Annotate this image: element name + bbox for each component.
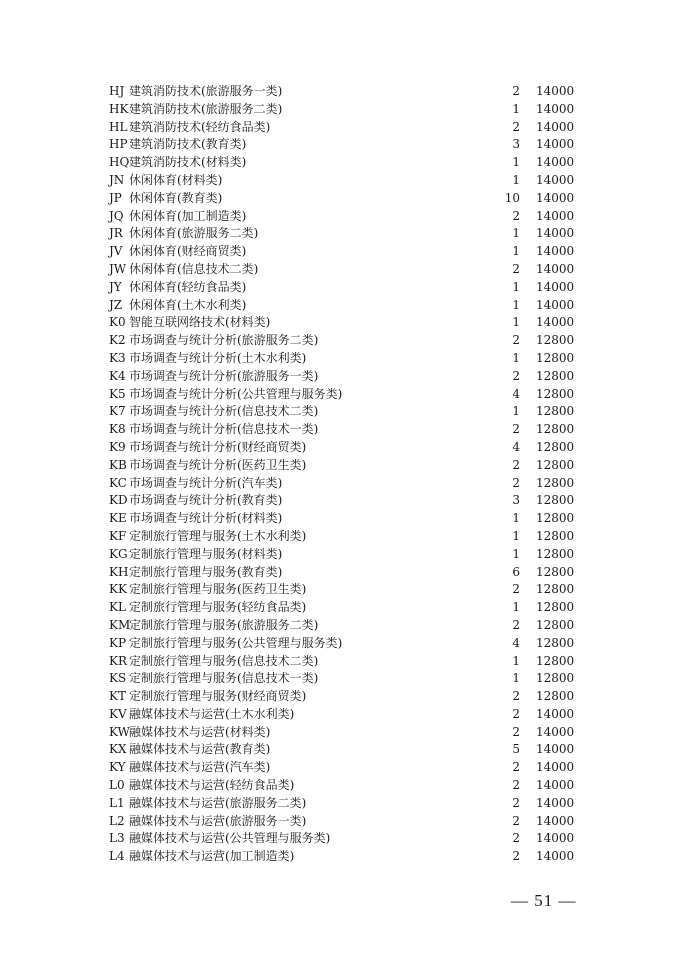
- row-fee: 12800: [536, 333, 575, 348]
- row-count: 2: [512, 831, 520, 846]
- row-fee: 14000: [536, 137, 575, 152]
- row-count: 10: [504, 190, 520, 205]
- row-fee: 12800: [536, 689, 575, 704]
- row-code: KC: [109, 475, 127, 490]
- row-code: K9: [109, 439, 126, 454]
- table-row: [109, 724, 579, 742]
- table-row: [109, 653, 579, 671]
- row-code: JZ: [109, 297, 123, 312]
- row-count: 2: [512, 119, 520, 134]
- row-fee: 12800: [536, 368, 575, 383]
- row-code: JN: [109, 172, 125, 187]
- row-name: 休闲体育(信息技术二类): [129, 261, 259, 276]
- table-row: [109, 617, 579, 635]
- row-count: 1: [512, 671, 520, 686]
- row-code: KY: [109, 760, 126, 775]
- row-count: 2: [512, 457, 520, 472]
- row-name: 融媒体技术与运营(旅游服务二类): [129, 795, 307, 810]
- table-row: [109, 314, 579, 332]
- table-row: [109, 172, 579, 190]
- row-fee: 12800: [536, 422, 575, 437]
- row-fee: 14000: [536, 190, 575, 205]
- row-code: KB: [109, 457, 127, 472]
- row-name: 定制旅行管理与服务(信息技术一类): [129, 671, 319, 686]
- row-name: 融媒体技术与运营(加工制造类): [129, 849, 295, 864]
- row-count: 2: [512, 368, 520, 383]
- row-code: KG: [109, 546, 128, 561]
- row-name: 建筑消防技术(材料类): [129, 155, 247, 170]
- table-row: [109, 599, 579, 617]
- row-code: JY: [109, 279, 122, 294]
- row-code: JV: [109, 244, 123, 259]
- table-row: [109, 350, 579, 368]
- row-name: 休闲体育(材料类): [129, 172, 223, 187]
- row-count: 2: [512, 795, 520, 810]
- table-row: [109, 706, 579, 724]
- row-count: 1: [512, 155, 520, 170]
- row-count: 2: [512, 724, 520, 739]
- row-code: KK: [109, 582, 127, 597]
- row-count: 1: [512, 297, 520, 312]
- row-code: K2: [109, 333, 126, 348]
- table-row: [109, 439, 579, 457]
- row-name: 智能互联网络技术(材料类): [129, 315, 271, 330]
- row-code: KS: [109, 671, 127, 686]
- table-row: [109, 243, 579, 261]
- table-row: [109, 546, 579, 564]
- row-count: 2: [512, 813, 520, 828]
- row-fee: 12800: [536, 475, 575, 490]
- row-code: L4: [109, 849, 125, 864]
- table-row: [109, 492, 579, 510]
- row-name: 市场调查与统计分析(汽车类): [129, 475, 283, 490]
- row-name: 市场调查与统计分析(旅游服务二类): [129, 333, 319, 348]
- row-count: 5: [512, 742, 520, 757]
- row-fee: 12800: [536, 653, 575, 668]
- row-fee: 14000: [536, 706, 575, 721]
- row-name: 融媒体技术与运营(公共管理与服务类): [129, 831, 331, 846]
- row-code: K4: [109, 368, 126, 383]
- table-row: [109, 688, 579, 706]
- row-name: 市场调查与统计分析(医药卫生类): [129, 457, 307, 472]
- table-row: [109, 528, 579, 546]
- row-fee: 14000: [536, 831, 575, 846]
- row-count: 4: [512, 386, 520, 401]
- row-fee: 14000: [536, 208, 575, 223]
- row-code: KL: [109, 600, 126, 615]
- enrollment-table: [109, 83, 579, 866]
- row-code: HJ: [109, 84, 125, 98]
- row-count: 1: [512, 511, 520, 526]
- row-count: 1: [512, 101, 520, 116]
- row-count: 4: [512, 439, 520, 454]
- row-name: 休闲体育(财经商贸类): [129, 244, 247, 259]
- table-row: [109, 403, 579, 421]
- row-fee: 14000: [536, 742, 575, 757]
- row-fee: 12800: [536, 511, 575, 526]
- row-name: 定制旅行管理与服务(信息技术二类): [129, 653, 319, 668]
- row-count: 1: [512, 350, 520, 365]
- row-code: HQ: [109, 155, 130, 170]
- row-code: L2: [109, 813, 125, 828]
- row-name: 融媒体技术与运营(材料类): [129, 724, 271, 739]
- row-count: 1: [512, 226, 520, 241]
- row-fee: 14000: [536, 172, 575, 187]
- row-name: 建筑消防技术(旅游服务二类): [129, 101, 283, 116]
- row-fee: 14000: [536, 813, 575, 828]
- row-count: 1: [512, 546, 520, 561]
- table-row: [109, 813, 579, 831]
- row-code: KP: [109, 635, 127, 650]
- row-fee: 14000: [536, 244, 575, 259]
- table-row: [109, 279, 579, 297]
- row-fee: 12800: [536, 671, 575, 686]
- row-code: HL: [109, 119, 128, 134]
- table-row: [109, 510, 579, 528]
- row-count: 2: [512, 760, 520, 775]
- row-name: 定制旅行管理与服务(公共管理与服务类): [129, 635, 343, 650]
- row-fee: 12800: [536, 493, 575, 508]
- table-row: [109, 119, 579, 137]
- row-count: 2: [512, 582, 520, 597]
- row-fee: 14000: [536, 778, 575, 793]
- row-count: 3: [512, 493, 520, 508]
- row-code: K5: [109, 386, 126, 401]
- row-name: 融媒体技术与运营(旅游服务一类): [129, 813, 307, 828]
- table-row: [109, 759, 579, 777]
- row-name: 定制旅行管理与服务(医药卫生类): [129, 582, 307, 597]
- row-fee: 12800: [536, 528, 575, 543]
- table-row: [109, 830, 579, 848]
- row-name: 休闲体育(旅游服务二类): [129, 226, 259, 241]
- row-code: HP: [109, 137, 128, 152]
- row-count: 2: [512, 261, 520, 276]
- row-fee: 14000: [536, 119, 575, 134]
- row-code: L0: [109, 778, 125, 793]
- row-fee: 14000: [536, 760, 575, 775]
- table-row: [109, 208, 579, 226]
- row-count: 1: [512, 600, 520, 615]
- row-count: 3: [512, 137, 520, 152]
- table-row: [109, 848, 579, 866]
- row-fee: 14000: [536, 101, 575, 116]
- row-code: KX: [109, 742, 127, 757]
- table-row: [109, 457, 579, 475]
- row-fee: 12800: [536, 564, 575, 579]
- row-count: 1: [512, 653, 520, 668]
- row-fee: 12800: [536, 600, 575, 615]
- row-name: 市场调查与统计分析(信息技术一类): [129, 422, 319, 437]
- row-count: 2: [512, 84, 520, 98]
- row-name: 定制旅行管理与服务(材料类): [129, 546, 283, 561]
- table-row: [109, 368, 579, 386]
- row-fee: 12800: [536, 404, 575, 419]
- row-fee: 14000: [536, 279, 575, 294]
- table-row: [109, 581, 579, 599]
- table-row: [109, 475, 579, 493]
- row-fee: 14000: [536, 297, 575, 312]
- row-code: KW: [109, 724, 130, 739]
- row-count: 1: [512, 244, 520, 259]
- row-fee: 14000: [536, 849, 575, 864]
- row-code: KD: [109, 493, 128, 508]
- row-code: K8: [109, 422, 126, 437]
- row-count: 2: [512, 689, 520, 704]
- table-row: [109, 297, 579, 315]
- row-fee: 14000: [536, 795, 575, 810]
- row-count: 2: [512, 333, 520, 348]
- row-name: 建筑消防技术(轻纺食品类): [129, 119, 271, 134]
- table-row: [109, 332, 579, 350]
- row-name: 融媒体技术与运营(汽车类): [129, 760, 271, 775]
- row-name: 市场调查与统计分析(公共管理与服务类): [129, 386, 343, 401]
- row-name: 融媒体技术与运营(教育类): [129, 742, 271, 757]
- row-name: 市场调查与统计分析(材料类): [129, 511, 283, 526]
- row-code: JP: [109, 190, 122, 205]
- row-name: 市场调查与统计分析(财经商贸类): [129, 439, 307, 454]
- row-code: KH: [109, 564, 129, 579]
- row-name: 休闲体育(轻纺食品类): [129, 279, 247, 294]
- row-fee: 14000: [536, 84, 575, 98]
- row-code: KM: [109, 617, 131, 632]
- row-name: 市场调查与统计分析(教育类): [129, 493, 283, 508]
- row-name: 定制旅行管理与服务(轻纺食品类): [129, 600, 307, 615]
- row-code: KR: [109, 653, 127, 668]
- row-count: 4: [512, 635, 520, 650]
- table-row: [109, 136, 579, 154]
- row-code: L3: [109, 831, 125, 846]
- row-name: 休闲体育(加工制造类): [129, 208, 247, 223]
- row-fee: 14000: [536, 261, 575, 276]
- row-name: 休闲体育(土木水利类): [129, 297, 247, 312]
- page-number: — 51 —: [511, 891, 577, 910]
- table-row: [109, 225, 579, 243]
- row-count: 2: [512, 208, 520, 223]
- row-count: 2: [512, 706, 520, 721]
- row-code: K0: [109, 315, 126, 330]
- row-count: 1: [512, 172, 520, 187]
- row-name: 建筑消防技术(旅游服务一类): [129, 84, 283, 98]
- table-row: [109, 261, 579, 279]
- row-code: K3: [109, 350, 126, 365]
- table-row: [109, 777, 579, 795]
- row-code: JR: [109, 226, 123, 241]
- table-row: [109, 101, 579, 119]
- row-count: 1: [512, 404, 520, 419]
- row-code: KT: [109, 689, 126, 704]
- table-row: [109, 386, 579, 404]
- row-code: JQ: [109, 208, 124, 223]
- row-fee: 12800: [536, 350, 575, 365]
- table-row: [109, 564, 579, 582]
- row-count: 2: [512, 475, 520, 490]
- table-row: [109, 741, 579, 759]
- table-row: [109, 83, 579, 101]
- row-code: KF: [109, 528, 127, 543]
- row-code: L1: [109, 795, 125, 810]
- row-fee: 14000: [536, 724, 575, 739]
- table-row: [109, 795, 579, 813]
- table-row: [109, 635, 579, 653]
- row-name: 建筑消防技术(教育类): [129, 137, 247, 152]
- row-name: 休闲体育(教育类): [129, 190, 223, 205]
- row-fee: 12800: [536, 582, 575, 597]
- row-fee: 12800: [536, 635, 575, 650]
- row-fee: 14000: [536, 226, 575, 241]
- table-row: [109, 670, 579, 688]
- row-count: 2: [512, 778, 520, 793]
- row-count: 2: [512, 422, 520, 437]
- row-code: HK: [109, 101, 129, 116]
- row-name: 定制旅行管理与服务(财经商贸类): [129, 689, 307, 704]
- row-code: JW: [109, 261, 127, 276]
- row-fee: 12800: [536, 439, 575, 454]
- row-name: 市场调查与统计分析(旅游服务一类): [129, 368, 319, 383]
- row-name: 定制旅行管理与服务(旅游服务二类): [129, 617, 319, 632]
- row-name: 融媒体技术与运营(土木水利类): [129, 706, 295, 721]
- table-row: [109, 154, 579, 172]
- row-name: 定制旅行管理与服务(土木水利类): [129, 528, 307, 543]
- row-fee: 12800: [536, 617, 575, 632]
- row-fee: 14000: [536, 155, 575, 170]
- row-code: KE: [109, 511, 127, 526]
- row-count: 2: [512, 849, 520, 864]
- row-name: 市场调查与统计分析(信息技术二类): [129, 404, 319, 419]
- row-fee: 12800: [536, 546, 575, 561]
- row-count: 1: [512, 528, 520, 543]
- row-count: 1: [512, 315, 520, 330]
- row-fee: 12800: [536, 386, 575, 401]
- table-row: [109, 190, 579, 208]
- row-code: K7: [109, 404, 126, 419]
- row-name: 市场调查与统计分析(土木水利类): [129, 350, 307, 365]
- row-count: 6: [512, 564, 520, 579]
- row-name: 融媒体技术与运营(轻纺食品类): [129, 778, 295, 793]
- row-count: 2: [512, 617, 520, 632]
- row-fee: 14000: [536, 315, 575, 330]
- row-fee: 12800: [536, 457, 575, 472]
- row-code: KV: [109, 706, 127, 721]
- row-count: 1: [512, 279, 520, 294]
- table-row: [109, 421, 579, 439]
- row-name: 定制旅行管理与服务(教育类): [129, 564, 283, 579]
